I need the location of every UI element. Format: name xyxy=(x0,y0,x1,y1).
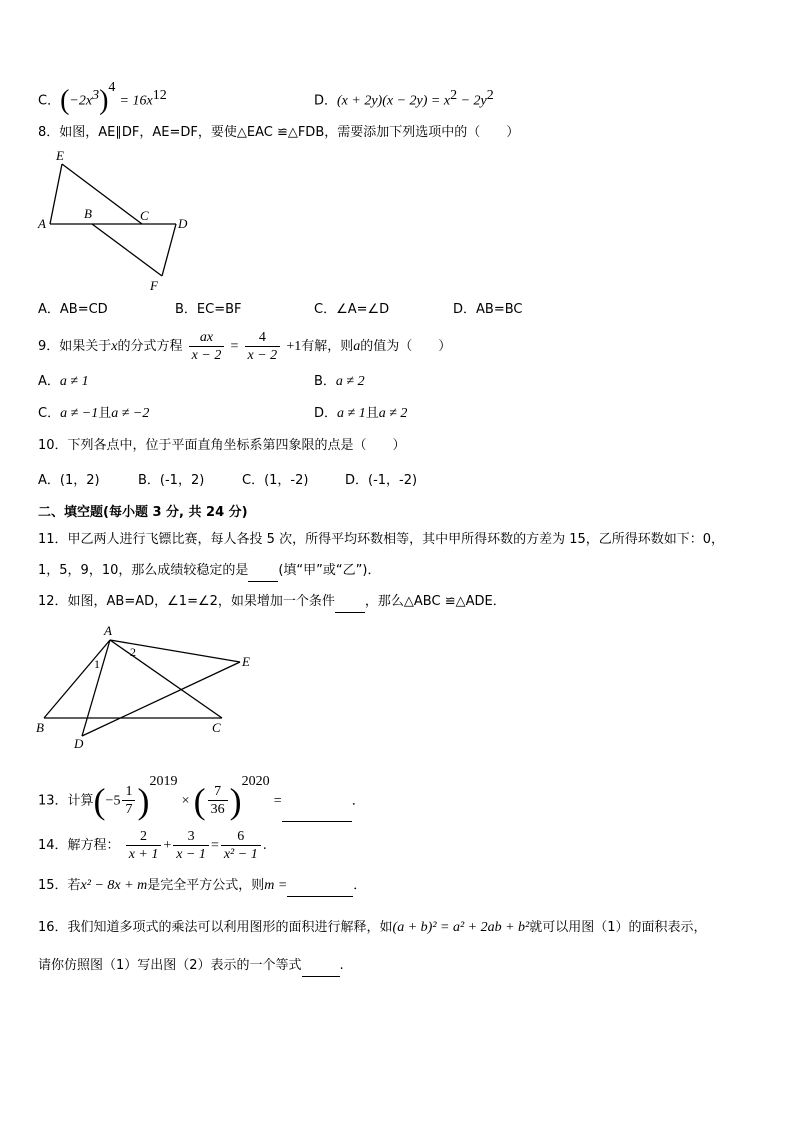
q9-option-b: B．a ≠ 2 xyxy=(314,374,365,389)
q12-label-d: D xyxy=(74,736,84,751)
q9-option-c: C．a ≠ −1且a ≠ −2 xyxy=(38,406,150,421)
q10-option-d: D．(-1，-2) xyxy=(345,473,418,488)
q13-answer-blank[interactable] xyxy=(282,781,352,822)
q12-segment-ab xyxy=(44,640,110,718)
q9-fraction-2: $\frac{4}{x - 2}$ xyxy=(245,329,281,364)
q12-segment-ad xyxy=(82,640,110,736)
q8-label-a: A xyxy=(38,216,46,231)
q8-segment-ec xyxy=(62,164,142,224)
q12-label-b: B xyxy=(36,720,44,735)
q8-segment-df xyxy=(162,224,176,276)
q10-option-c: C．(1，-2) xyxy=(242,473,309,488)
q8-label-f: F xyxy=(150,278,158,293)
q12-figure xyxy=(34,622,264,752)
q9-fraction-1: $\frac{ax}{x - 2}$ xyxy=(189,329,225,364)
q14-equation: 14．解方程： $\frac{2}{x + 1}$ + $\frac{3}{x - 1}$ = $\frac{6}{\text{x² − 1}}$ . xyxy=(38,829,267,862)
q8-option-b: B．EC=BF xyxy=(175,302,242,317)
q8-segment-ae xyxy=(50,164,62,224)
q8-segment-bf xyxy=(92,224,162,276)
q8-stem: 8．如图，AE∥DF，AE=DF，要使△EAC ≌△FDB，需要添加下列选项中的（ ） xyxy=(38,125,520,140)
q10-option-a: A．(1，2) xyxy=(38,473,100,488)
q16-answer-blank[interactable] xyxy=(302,956,340,977)
q8-label-b: B xyxy=(84,206,92,221)
q16-line-2: 请你仿照图（1）写出图（2）表示的一个等式 . xyxy=(38,956,344,977)
q12-angle-1-label: 1 xyxy=(94,657,100,671)
q15-stem: 15．若x² − 8x + m是完全平方公式，则m = ． xyxy=(38,876,366,897)
q11-line-1: 11．甲乙两人进行飞镖比赛，每人各投 5 次，所得平均环数相等，其中甲所得环数的方差为 15，乙所得环数如下：0， xyxy=(38,532,725,547)
q12-label-a: A xyxy=(104,623,112,638)
q15-answer-blank[interactable] xyxy=(287,876,353,897)
q16-line-1: 16．我们知道多项式的乘法可以利用图形的面积进行解释，如(a + b)² = a² + 2ab + b²就可以用图（1）的面积表示， xyxy=(38,920,707,935)
q9-option-a: A．a ≠ 1 xyxy=(38,374,89,389)
q12-label-e: E xyxy=(242,654,250,669)
q7-option-c: C．$(-2x^3)^4 = 16x^{12}$ xyxy=(38,80,167,116)
q8-figure xyxy=(36,146,196,294)
q8-option-d: D．AB=BC xyxy=(453,302,523,317)
q9-option-d: D．a ≠ 1且a ≠ 2 xyxy=(314,406,408,421)
q8-option-a: A．AB=CD xyxy=(38,302,108,317)
q7-option-d: D．$(x + 2y)(x - 2y) = x^2 - 2y^2$ xyxy=(314,88,494,109)
q12-answer-blank[interactable] xyxy=(335,592,365,613)
q12-stem: 12．如图，AB=AD，∠1=∠2，如果增加一个条件 ，那么△ABC ≌△ADE． xyxy=(38,592,506,613)
q11-answer-blank[interactable] xyxy=(248,561,278,582)
q13-expression: 13．计算(−5 $\frac{1}{7}$ )$^{2019}$ × ( $\frac{7}{36}$ )$^{2020}$ = ． xyxy=(38,774,365,821)
q12-label-c: C xyxy=(212,720,221,735)
q8-label-e: E xyxy=(56,148,64,163)
q10-option-b: B．(-1，2) xyxy=(138,473,205,488)
section-2-title: 二、填空题(每小题 3 分, 共 24 分) xyxy=(38,505,248,520)
q10-stem: 10．下列各点中，位于平面直角坐标系第四象限的点是（ ） xyxy=(38,438,406,453)
q12-angle-2-label: 2 xyxy=(130,645,136,659)
q9-stem: 9．如果关于x的分式方程 $\frac{ax}{x - 2}$ = $\frac{4}{x - 2}$ +1有解，则a的值为（ ） xyxy=(38,330,452,363)
q11-line-2: 1，5，9，10，那么成绩较稳定的是 (填“甲”或“乙”)． xyxy=(38,561,380,582)
q8-label-d: D xyxy=(178,216,188,231)
q8-option-c: C．∠A=∠D xyxy=(314,302,390,317)
q8-label-c: C xyxy=(140,208,149,223)
